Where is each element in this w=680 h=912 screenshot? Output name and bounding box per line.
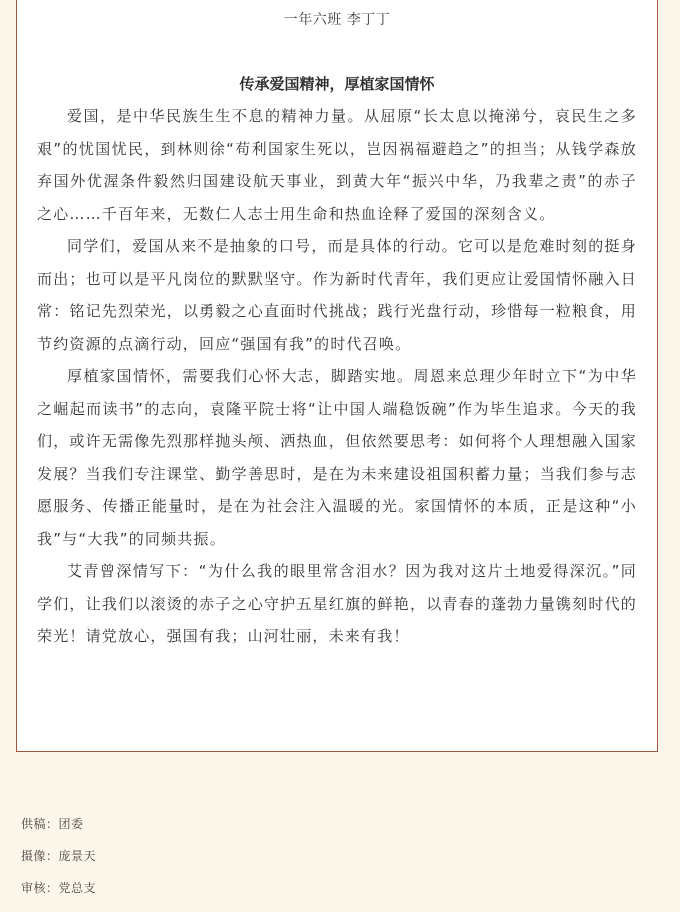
credit-value: 党总支 xyxy=(58,881,97,895)
paragraph: 厚植家国情怀，需要我们心怀大志，脚踏实地。周恩来总理少年时立下“为中华之崛起而读书”的志向，袁隆平院士将“让中国人端稳饭碗”作为毕生追求。今天的我们，或许无需像先烈那样抛头颅、洒热血，但依然要思考：如何将个人理想融入国家发展？当我们专注课堂、勤学善思时，是在为未来建设祖国积蓄力量；当我们参与志愿服务、传播正能量时，是在为社会注入温暖的光。家国情怀的本质，正是这种“小我”与“大我”的同频共振。 xyxy=(37,367,637,548)
paragraph: 同学们，爱国从来不是抽象的口号，而是具体的行动。它可以是危难时刻的挺身而出；也可以是平凡岗位的默默坚守。作为新时代青年，我们更应让爱国情怀融入日常：铭记先烈荣光，以勇毅之心直面时代挑战；践行光盘行动，珍惜每一粒粮食，用节约资源的点滴行动，回应“强国有我”的时代召唤。 xyxy=(37,237,637,353)
article-card xyxy=(16,0,658,752)
article-body xyxy=(37,100,637,653)
credit-label: 供稿： xyxy=(21,817,59,831)
credit-reviewer xyxy=(21,880,96,912)
credits-section xyxy=(21,816,96,912)
credit-label: 摄像： xyxy=(21,849,59,863)
paragraph: 艾青曾深情写下：“为什么我的眼里常含泪水？因为我对这片土地爱得深沉。”同学们，让我们以滚烫的赤子之心守护五星红旗的鲜艳，以青春的蓬勃力量镌刻时代的荣光！请党放心，强国有我；山河壮丽，未来有我！ xyxy=(37,562,637,645)
credit-contributor xyxy=(21,816,96,848)
paragraph: 爱国，是中华民族生生不息的精神力量。从屈原“长太息以掩涕兮，哀民生之多艰”的忧国忧民，到林则徐“苟利国家生死以，岂因祸福避趋之”的担当；从钱学森放弃国外优渥条件毅然归国建设航天事业，到黄大年“振兴中华，乃我辈之责”的赤子之心……千百年来，无数仁人志士用生命和热血诠释了爱国的深刻含义。 xyxy=(37,107,637,223)
author-byline: 一年六班 李丁丁 xyxy=(283,12,391,28)
credit-label: 审核： xyxy=(21,881,59,895)
credit-value: 团委 xyxy=(58,817,84,831)
credit-value: 庞景天 xyxy=(58,849,97,863)
credit-photographer xyxy=(21,848,96,880)
article-title: 传承爱国精神，厚植家国情怀 xyxy=(239,75,435,93)
